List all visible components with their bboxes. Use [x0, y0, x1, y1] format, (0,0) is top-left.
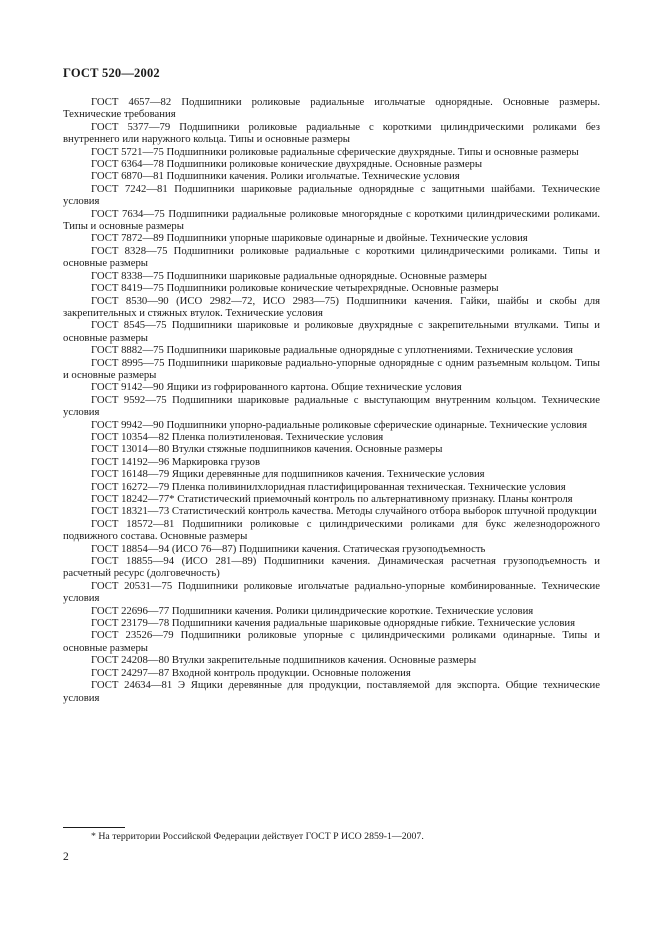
- reference-entry: ГОСТ 6364—78 Подшипники роликовые конические двухрядные. Основные размеры: [91, 158, 483, 171]
- reference-entry: ГОСТ 18242—77* Статистический приемочный контроль по альтернативному признаку. Планы контроля: [91, 493, 573, 505]
- reference-entry: ГОСТ 23179—78 Подшипники качения радиальные шариковые однорядные гибкие. Технические условия: [91, 617, 576, 630]
- reference-entry: ГОСТ 7872—89 Подшипники упорные шариковые одинарные и двойные. Технические условия: [91, 232, 528, 245]
- reference-entry: ГОСТ 9142—90 Ящики из гофрированного картона. Общие технические условия: [91, 381, 462, 394]
- reference-entry: ГОСТ 24297—87 Входной контроль продукции. Основные положения: [91, 666, 411, 679]
- reference-entry: ГОСТ 22696—77 Подшипники качения. Ролики цилиндрические короткие. Технические условия: [91, 604, 534, 617]
- reference-entry: ГОСТ 18854—94 (ИСО 76—87) Подшипники качения. Статическая грузоподъемность: [91, 542, 486, 555]
- reference-entry: ГОСТ 13014—80 Втулки стяжные подшипников качения. Основные размеры: [91, 443, 443, 456]
- footnote: * На территории Российской Федерации действует ГОСТ Р ИСО 2859-1—2007.: [91, 831, 424, 842]
- reference-entry: ГОСТ 4657—82 Подшипники роликовые радиальные игольчатые однорядные. Основные размеры. Технические требования: [63, 96, 600, 121]
- reference-entry: ГОСТ 14192—96 Маркировка грузов: [91, 455, 261, 468]
- reference-entry: ГОСТ 18855—94 (ИСО 281—89) Подшипники качения. Динамическая расчетная грузоподъемность и расчетный ресурс (долговечность): [63, 555, 600, 580]
- reference-entry: ГОСТ 5377—79 Подшипники роликовые радиальные с короткими цилиндрическими роликами без внутреннего или наружного кольца. Типы и основные размеры: [63, 120, 600, 146]
- page-number: 2: [63, 851, 69, 863]
- reference-entry: ГОСТ 6870—81 Подшипники качения. Ролики игольчатые. Технические условия: [91, 170, 460, 183]
- reference-entry: ГОСТ 16148—79 Ящики деревянные для подшипников качения. Технические условия: [91, 468, 485, 481]
- normative-references-list: [63, 96, 600, 704]
- reference-entry: ГОСТ 8338—75 Подшипники шариковые радиальные однорядные. Основные размеры: [91, 269, 487, 282]
- reference-entry: ГОСТ 18572—81 Подшипники роликовые с цилиндрическими роликами для букс железнодорожного подвижного состава. Основные размеры: [63, 517, 600, 543]
- reference-entry: ГОСТ 9592—75 Подшипники шариковые радиальные с выступающим внутренним кольцом. Технические условия: [63, 393, 600, 419]
- reference-entry: ГОСТ 8328—75 Подшипники роликовые радиальные с короткими цилиндрическими роликами. Типы и основные размеры: [63, 244, 600, 270]
- reference-entry: ГОСТ 8995—75 Подшипники шариковые радиально-упорные однорядные с одним разъемным кольцом. Типы и основные размеры: [63, 356, 600, 381]
- reference-entry: ГОСТ 24634—81 Э Ящики деревянные для продукции, поставляемой для экспорта. Общие технические условия: [63, 679, 600, 704]
- reference-entry: ГОСТ 16272—79 Пленка поливинилхлоридная пластифицированная техническая. Технические условия: [91, 480, 566, 493]
- footnote-divider: [63, 827, 125, 828]
- reference-entry: ГОСТ 5721—75 Подшипники роликовые радиальные сферические двухрядные. Типы и основные размеры: [91, 145, 579, 158]
- reference-entry: ГОСТ 8419—75 Подшипники роликовые конические четырехрядные. Основные размеры: [91, 282, 499, 295]
- reference-entry: ГОСТ 8545—75 Подшипники шариковые и роликовые двухрядные с закрепительными втулками. Типы и основные размеры: [63, 319, 600, 344]
- reference-entry: ГОСТ 8882—75 Подшипники шариковые радиальные однорядные с уплотнениями. Технические условия: [91, 344, 573, 357]
- reference-entry: ГОСТ 23526—79 Подшипники роликовые упорные с цилиндрическими роликами одинарные. Типы и основные размеры: [63, 629, 600, 654]
- reference-entry: ГОСТ 8530—90 (ИСО 2982—72, ИСО 2983—75) Подшипники качения. Гайки, шайбы и скобы для закрепительных и стяжных втулок. Технические условия: [63, 294, 600, 319]
- reference-entry: ГОСТ 7242—81 Подшипники шариковые радиальные однорядные с защитными шайбами. Технические условия: [63, 182, 600, 208]
- reference-entry: ГОСТ 18321—73 Статистический контроль качества. Методы случайного отбора выборок штучной продукции: [91, 505, 597, 518]
- document-header: ГОСТ 520—2002: [63, 66, 160, 80]
- reference-entry: ГОСТ 20531—75 Подшипники роликовые игольчатые радиально-упорные комбинированные. Технические условия: [63, 579, 600, 605]
- reference-entry: ГОСТ 24208—80 Втулки закрепительные подшипников качения. Основные размеры: [91, 654, 477, 667]
- reference-entry: ГОСТ 9942—90 Подшипники упорно-радиальные роликовые сферические одинарные. Технические условия: [91, 418, 588, 431]
- reference-entry: ГОСТ 10354—82 Пленка полиэтиленовая. Технические условия: [91, 430, 384, 443]
- reference-entry: ГОСТ 7634—75 Подшипники радиальные роликовые многорядные с короткими цилиндрическими роликами. Типы и основные размеры: [63, 207, 600, 233]
